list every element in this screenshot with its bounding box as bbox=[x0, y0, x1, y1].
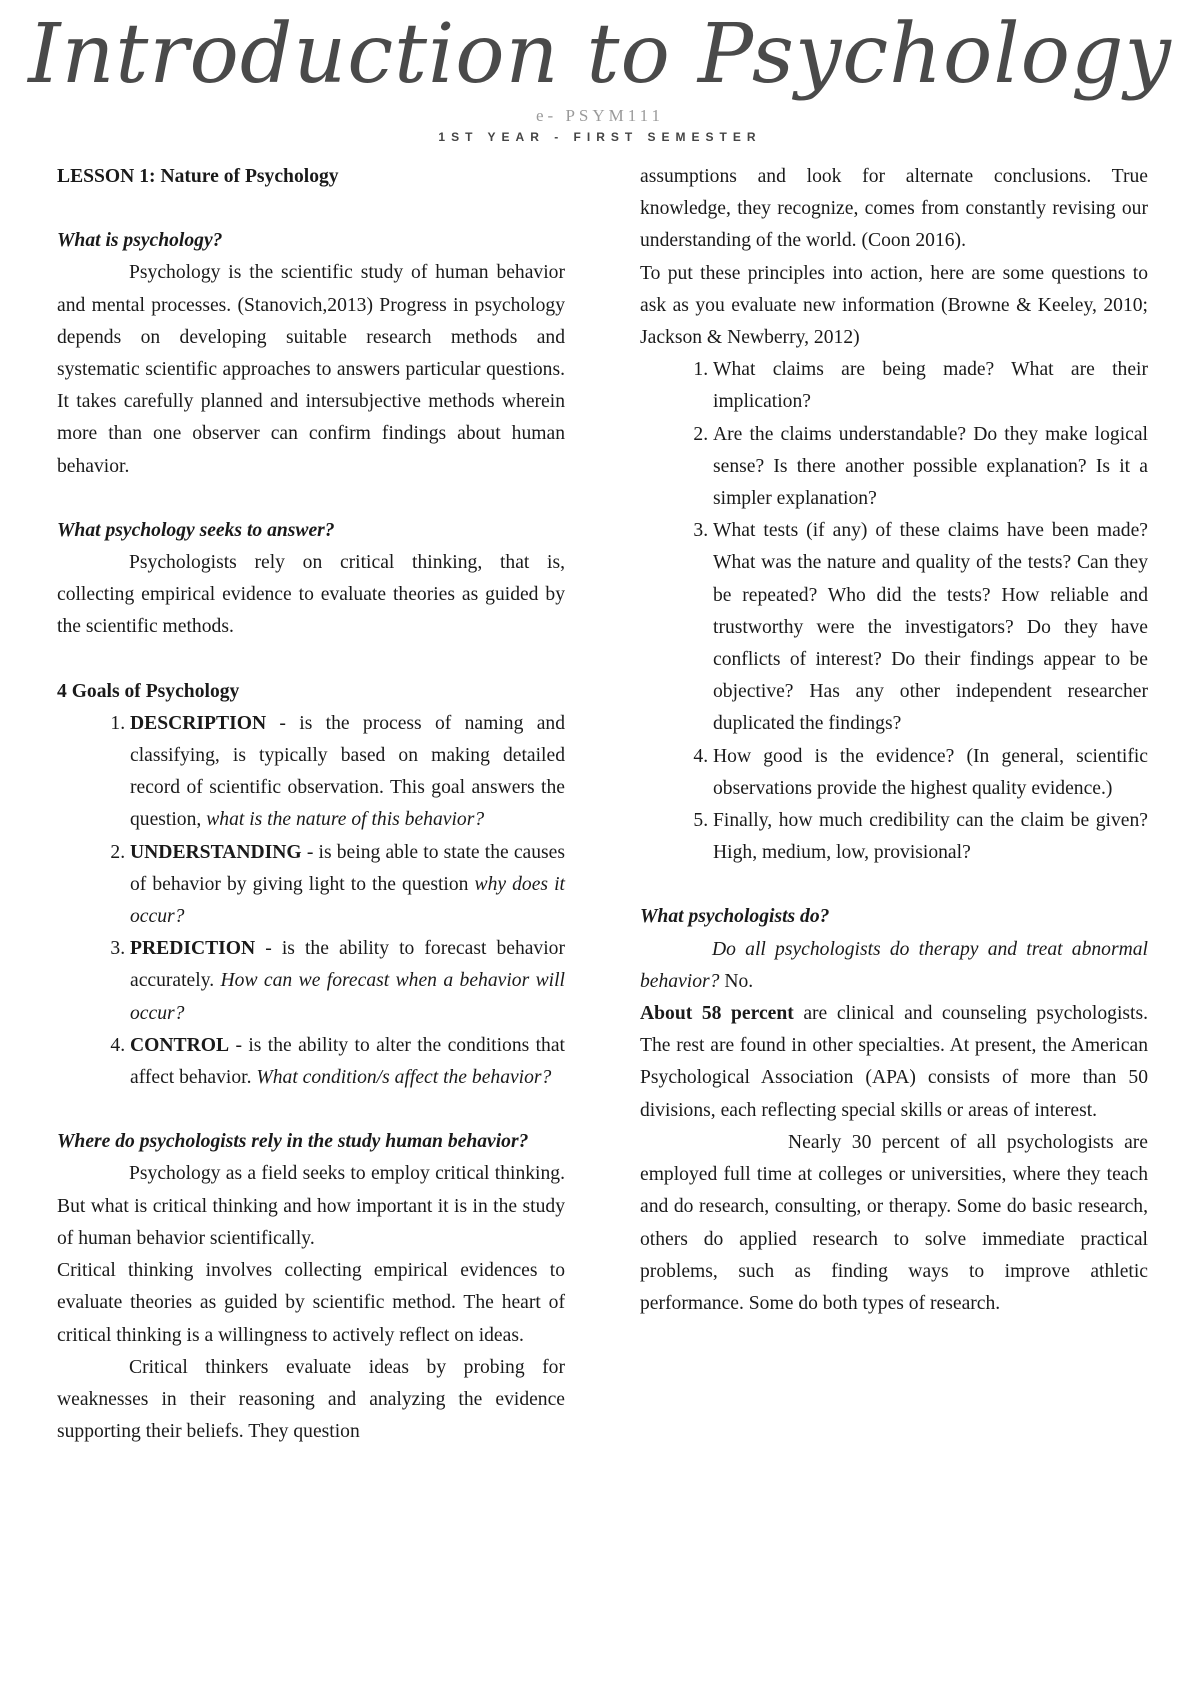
list-item: 4. How good is the evidence? (In general, scientific observations provide the highest quality evidence.) bbox=[713, 741, 1148, 805]
left-column bbox=[57, 161, 565, 1448]
paragraph-therapy-question: Do all psychologists do therapy and treat abnormal behavior? No. bbox=[640, 938, 1148, 992]
evaluation-questions-list bbox=[640, 354, 1148, 869]
list-item: 3. What tests (if any) of these claims have been made? What was the nature and quality of the tests? Can they be repeated? Who did the tests? How reliable and trustworthy were the investigators? Do they have conflicts of interest? Do their findings appear to be objective? Has any other independent researcher duplicated the findings? bbox=[713, 515, 1148, 740]
paragraph-definition: Psychology is the scientific study of human behavior and mental processes. (Stanovich,2013) Progress in psychology depends on developing suitable research methods and systematic scientific approaches to answers particular questions. It takes carefully planned and intersubjective methods wherein more than one observer can confirm findings about human behavior. bbox=[57, 262, 565, 477]
paragraph-critical-thinking: Psychologists rely on critical thinking, that is, collecting empirical evidence to evaluate theories as guided by the scientific methods. bbox=[57, 552, 565, 638]
list-item: 1. DESCRIPTION - is the process of naming and classifying, is typically based on making detailed record of scientific observation. This goal answers the question, what is the nature of this behavior? bbox=[130, 708, 565, 837]
list-item: 3. PREDICTION - is the ability to forecast behavior accurately. How can we forecast when a behavior will occur? bbox=[130, 933, 565, 1030]
paragraph-principles: To put these principles into action, here are some questions to ask as you evaluate new information (Browne & Keeley, 2010; Jackson & Newberry, 2012) bbox=[640, 262, 1148, 349]
paragraph-field: Psychology as a field seeks to employ critical thinking. But what is critical thinking and how important it is in the study of human behavior scientifically. bbox=[57, 1163, 565, 1249]
paragraph-assumptions: assumptions and look for alternate conclusions. True knowledge, they recognize, comes from constantly revising our understanding of the world. (Coon 2016). bbox=[640, 166, 1148, 252]
question-heading-seeks-to-answer: What psychology seeks to answer? bbox=[57, 519, 335, 541]
question-heading-what-is-psychology: What is psychology? bbox=[57, 230, 223, 252]
paragraph-30-percent: Nearly 30 percent of all psychologists are employed full time at colleges or universities, where they teach and do research, consulting, or therapy. Some do basic research, others do applied research to solve immediate practical problems, such as finding ways to improve athletic performance. Some do both types of research. bbox=[640, 1131, 1148, 1314]
course-code: e- PSYM111 bbox=[536, 106, 664, 125]
lesson-heading: LESSON 1: Nature of Psychology bbox=[57, 166, 339, 187]
question-heading-what-psychologists-do: What psychologists do? bbox=[640, 906, 830, 928]
list-item: 4. CONTROL - is the ability to alter the conditions that affect behavior. What condition/s affect the behavior? bbox=[130, 1030, 565, 1094]
goals-heading: 4 Goals of Psychology bbox=[57, 680, 240, 702]
list-item: 5. Finally, how much credibility can the claim be given? High, medium, low, provisional? bbox=[713, 805, 1148, 869]
document-title: Introduction to Psychology bbox=[28, 7, 1172, 102]
paragraph-critical-thinkers: Critical thinkers evaluate ideas by probing for weaknesses in their reasoning and analyzing the evidence supporting their beliefs. They question bbox=[57, 1356, 565, 1443]
page-header bbox=[0, 0, 1200, 150]
list-item: 1. What claims are being made? What are their implication? bbox=[713, 354, 1148, 418]
semester-label: 1ST YEAR - FIRST SEMESTER bbox=[438, 130, 762, 144]
goals-list bbox=[57, 708, 565, 1094]
paragraph-58-percent: About 58 percent are clinical and counseling psychologists. The rest are found in other specialties. At present, the American Psychological Association (APA) consists of more than 50 divisions, each reflecting special skills or areas of interest. bbox=[640, 1003, 1148, 1121]
list-item: 2. UNDERSTANDING - is being able to state the causes of behavior by giving light to the question why does it occur? bbox=[130, 837, 565, 934]
paragraph-critical-definition: Critical thinking involves collecting empirical evidences to evaluate theories as guided by scientific method. The heart of critical thinking is a willingness to actively reflect on ideas. bbox=[57, 1260, 565, 1346]
list-item: 2. Are the claims understandable? Do they make logical sense? Is there another possible explanation? Is it a simpler explanation? bbox=[713, 419, 1148, 516]
right-column bbox=[640, 161, 1148, 1320]
question-heading-where-rely: Where do psychologists rely in the study human behavior? bbox=[57, 1131, 529, 1153]
